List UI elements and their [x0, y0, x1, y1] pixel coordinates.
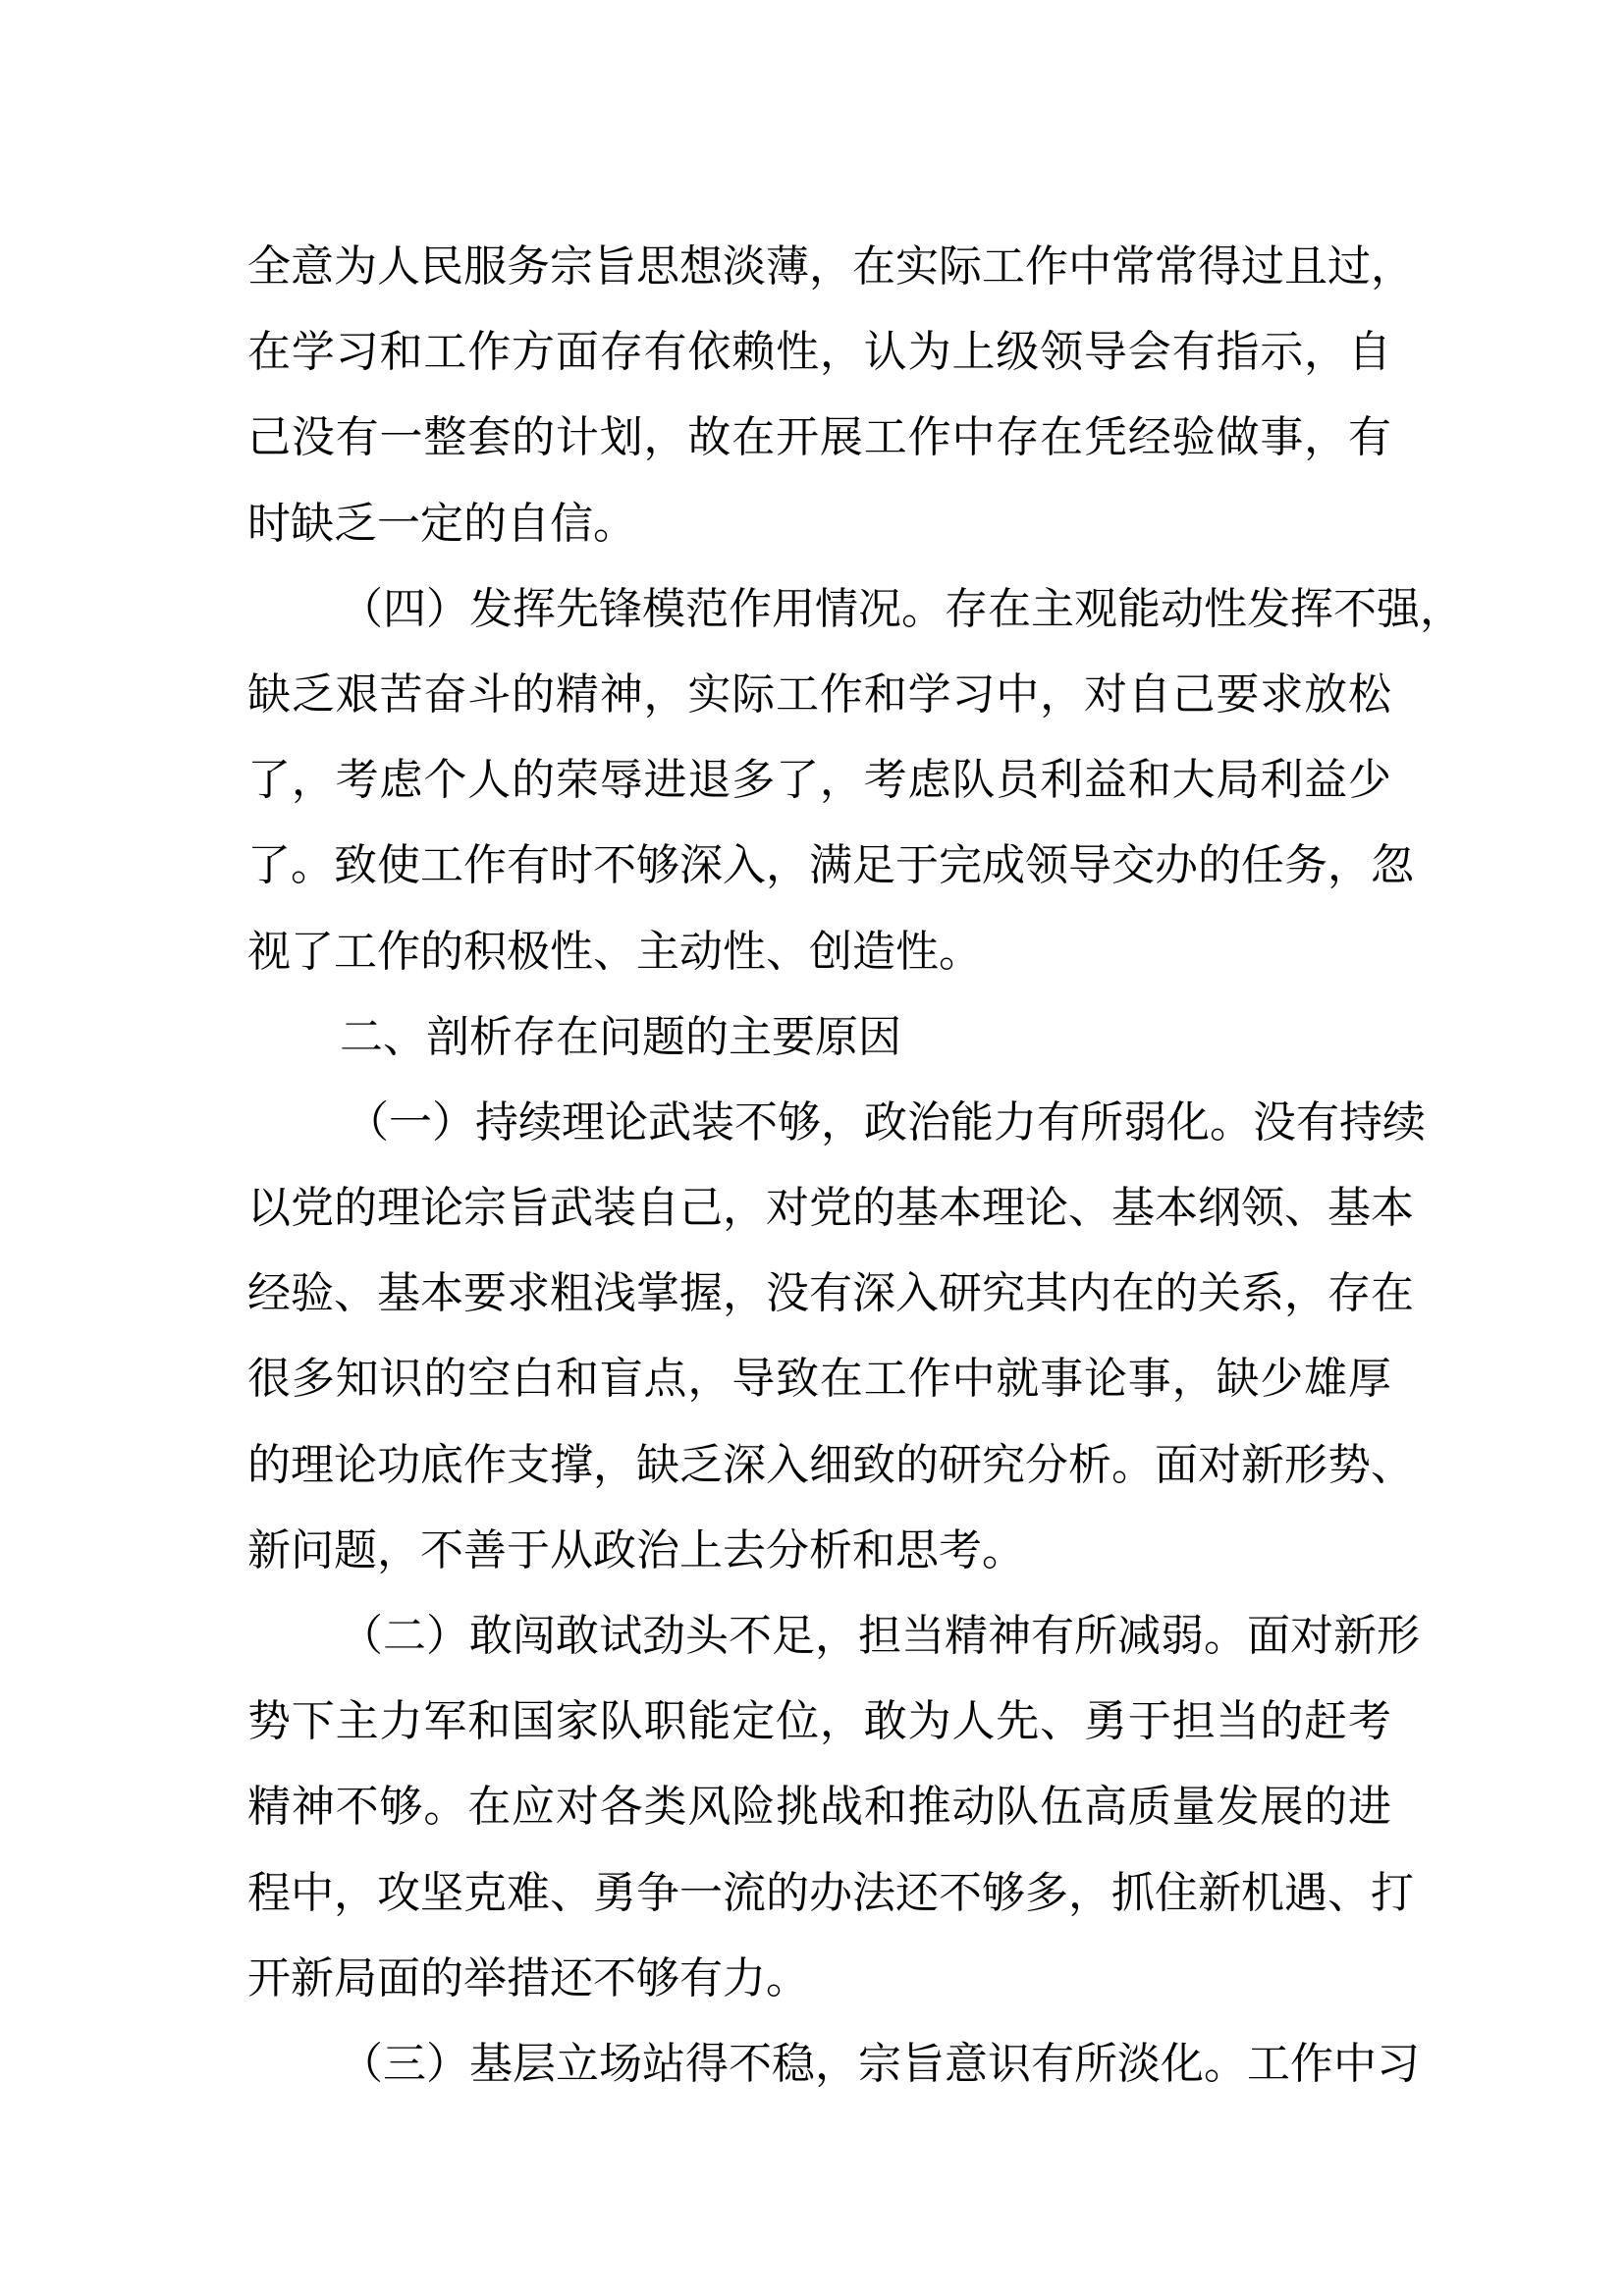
- paragraph-line: 经验、基本要求粗浅掌握，没有深入研究其内在的关系，存在: [247, 1268, 1414, 1319]
- document-page: [247, 224, 1463, 2107]
- section-heading: 二、剖析存在问题的主要原因: [340, 1011, 901, 1062]
- paragraph-line: 新问题，不善于从政治上去分析和思考。: [247, 1524, 1025, 1575]
- paragraph-line: 了。致使工作有时不够深入，满足于完成领导交办的任务，忽: [247, 840, 1414, 891]
- paragraph-line: 时缺乏一定的自信。: [247, 498, 636, 549]
- paragraph-line: 在学习和工作方面存有依赖性，认为上级领导会有指示，自: [247, 327, 1391, 378]
- paragraph-line: 的理论功底作支撑，缺乏深入细致的研究分析。面对新形势、: [247, 1439, 1414, 1490]
- paragraph-line: 以党的理论宗旨武装自己，对党的基本理论、基本纲领、基本: [247, 1183, 1414, 1234]
- paragraph-line: 了，考虑个人的荣辱进退多了，考虑队员利益和大局利益少: [247, 755, 1391, 806]
- section-two-line: （二）敢闯敢试劲头不足，担当精神有所减弱。面对新形: [340, 1611, 1420, 1661]
- section-one-line: （一）持续理论武装不够，政治能力有所弱化。没有持续: [346, 1096, 1426, 1148]
- paragraph-line: 开新局面的举措还不够有力。: [247, 1952, 809, 2003]
- section-four-line: （四）发挥先锋模范作用情况。存在主观能动性发挥不强，: [340, 583, 1463, 634]
- paragraph-line: 己没有一整套的计划，故在开展工作中存在凭经验做事，有: [247, 412, 1391, 463]
- paragraph-line: 视了工作的积极性、主动性、创造性。: [247, 926, 982, 977]
- paragraph-line: 全意为人民服务宗旨思想淡薄，在实际工作中常常得过且过，: [247, 241, 1414, 292]
- section-three-line: （三）基层立场站得不稳，宗旨意识有所淡化。工作中习: [340, 2038, 1420, 2089]
- paragraph-line: 很多知识的空白和盲点，导致在工作中就事论事，缺少雄厚: [247, 1354, 1391, 1405]
- paragraph-line: 精神不够。在应对各类风险挑战和推动队伍高质量发展的进: [247, 1782, 1391, 1833]
- paragraph-line: 程中，攻坚克难、勇争一流的办法还不够多，抓住新机遇、打: [247, 1867, 1414, 1918]
- paragraph-line: 缺乏艰苦奋斗的精神，实际工作和学习中，对自己要求放松: [247, 668, 1391, 720]
- paragraph-line: 势下主力军和国家队职能定位，敢为人先、勇于担当的赶考: [247, 1696, 1391, 1747]
